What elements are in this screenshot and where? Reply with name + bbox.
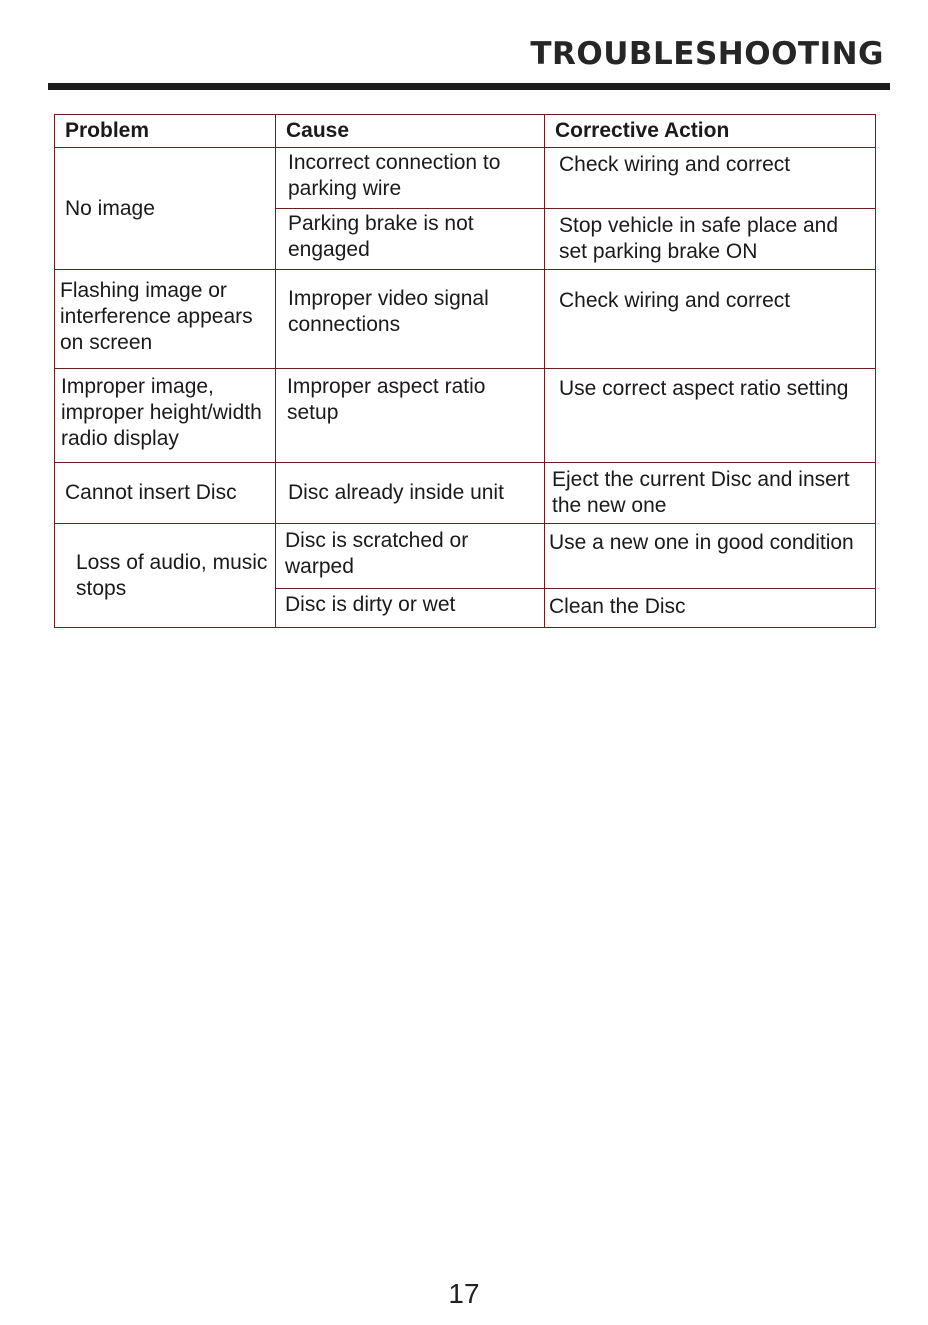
problem-cell: Cannot insert Disc bbox=[55, 463, 276, 524]
problem-cell: Flashing image or interference appears on screen bbox=[55, 270, 276, 369]
header-cause: Cause bbox=[276, 115, 545, 148]
action-cell: Clean the Disc bbox=[545, 589, 876, 628]
action-cell: Stop vehicle in safe place and set parking brake ON bbox=[545, 209, 876, 270]
cause-cell: Improper video signal connections bbox=[276, 270, 545, 369]
action-cell: Use a new one in good condition bbox=[545, 524, 876, 589]
table-row bbox=[55, 270, 876, 369]
problem-cell: Loss of audio, music stops bbox=[55, 524, 276, 628]
table-row bbox=[55, 524, 876, 589]
table-row bbox=[55, 369, 876, 463]
action-cell: Eject the current Disc and insert the new one bbox=[545, 463, 876, 524]
cause-cell: Disc already inside unit bbox=[276, 463, 545, 524]
action-cell: Check wiring and correct bbox=[545, 148, 876, 209]
troubleshooting-table bbox=[54, 114, 876, 628]
table-row bbox=[55, 463, 876, 524]
cause-cell: Disc is dirty or wet bbox=[276, 589, 545, 628]
title-rule bbox=[48, 83, 890, 90]
page-number: 17 bbox=[448, 1278, 480, 1309]
table-header-row bbox=[55, 115, 876, 148]
page-title: TROUBLESHOOTING bbox=[530, 36, 884, 72]
problem-cell: No image bbox=[55, 148, 276, 270]
cause-cell: Improper aspect ratio setup bbox=[276, 369, 545, 463]
header-action: Corrective Action bbox=[545, 115, 876, 148]
cause-cell: Disc is scratched or warped bbox=[276, 524, 545, 589]
header-problem: Problem bbox=[55, 115, 276, 148]
table-row bbox=[55, 148, 876, 209]
action-cell: Use correct aspect ratio setting bbox=[545, 369, 876, 463]
action-cell: Check wiring and correct bbox=[545, 270, 876, 369]
cause-cell: Parking brake is not engaged bbox=[276, 209, 545, 270]
cause-cell: Incorrect connection to parking wire bbox=[276, 148, 545, 209]
problem-cell: Improper image, improper height/width radio display bbox=[55, 369, 276, 463]
